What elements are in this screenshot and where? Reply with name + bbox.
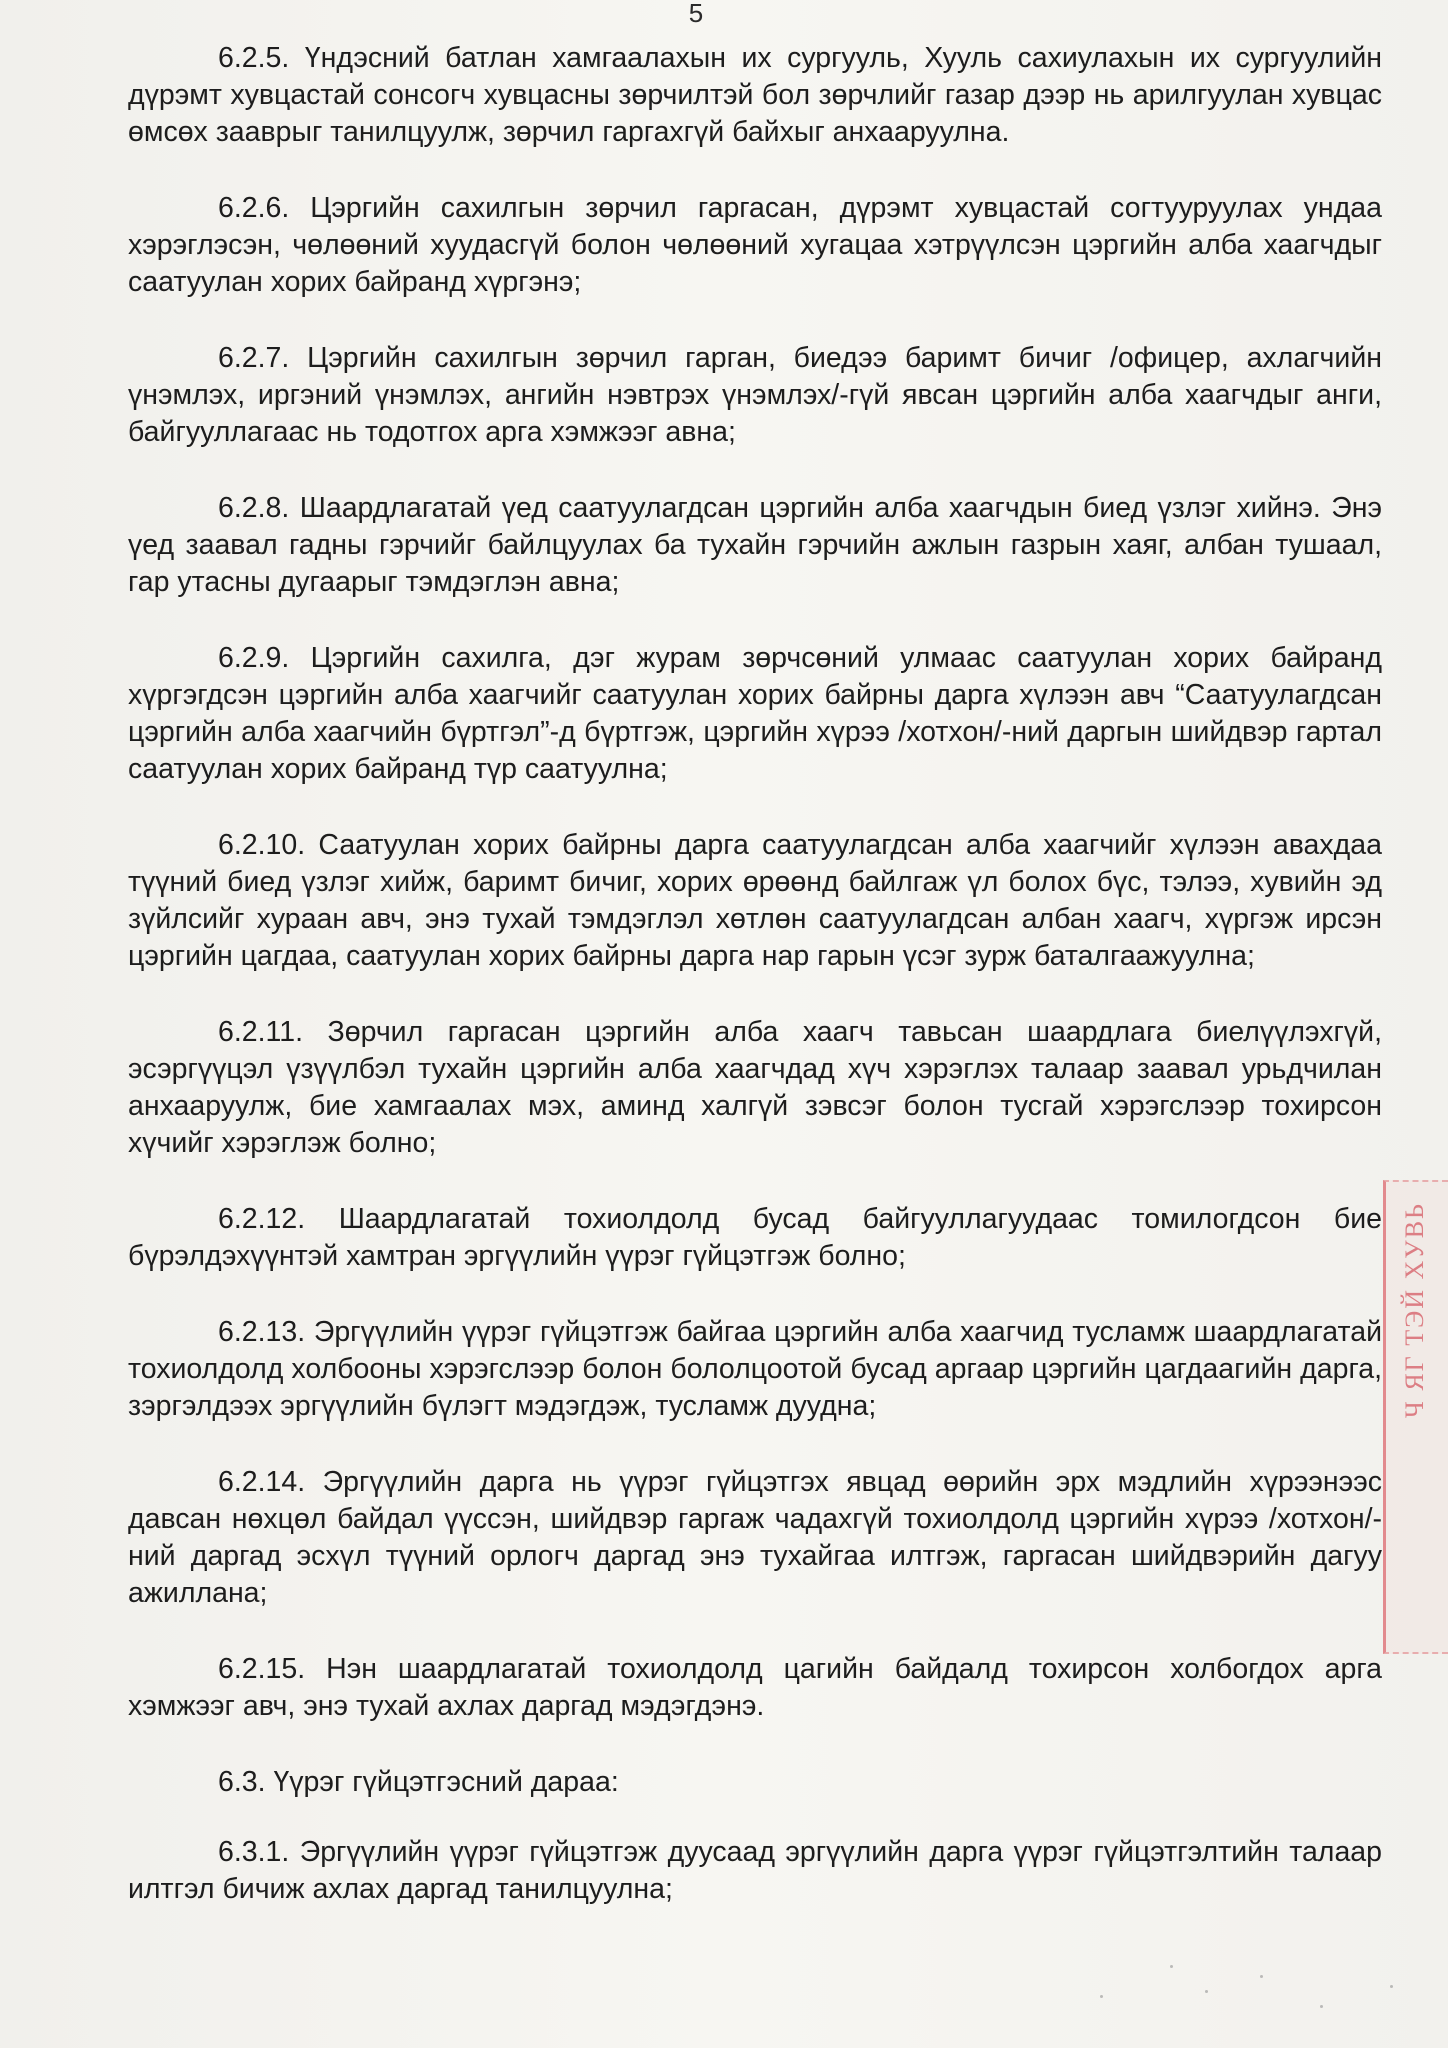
scan-speck — [1100, 1995, 1103, 1998]
document-body — [128, 40, 1382, 1947]
paragraph-6-3-1: 6.3.1. Эргүүлийн үүрэг гүйцэтгэж дуусаад эргүүлийн дарга үүрэг гүйцэтгэлтийн талаар илтгэл бичиж ахлах даргад танилцуулна; — [128, 1836, 1382, 1905]
paragraph-6-2-10: 6.2.10. Саатуулан хорих байрны дарга саатуулагдсан алба хаагчийг хүлээн авахдаа түүний биед үзлэг хийж, баримт бичиг, хорих өрөөнд байлгаж үл болох бүс, тэлээ, хувийн эд зүйлсийг хураан авч, энэ тухай тэмдэглэл хөтлөн саатуулагдсан албан хаагч, хүргэж ирсэн цэргийн цагдаа, саатуулан хорих байрны дарга нар гарын үсэг зурж баталгаажуулна; — [128, 829, 1382, 972]
stamp-text: Ч ЯГ ТЭЙ ХУВЬ — [1400, 1202, 1429, 1419]
scan-speck — [1390, 1985, 1393, 1988]
paragraph-6-2-12: 6.2.12. Шаардлагатай тохиолдолд бусад байгууллагуудаас томилогдсон бие бүрэлдэхүүнтэй хамтран эргүүлийн үүрэг гүйцэтгэж болно; — [128, 1203, 1382, 1272]
paragraph-6-2-8: 6.2.8. Шаардлагатай үед саатуулагдсан цэргийн алба хаагчдын биед үзлэг хийнэ. Энэ үед заавал гадны гэрчийг байлцуулах ба тухайн гэрчийн ажлын газрын хаяг, албан тушаал, гар утасны дугаарыг тэмдэглэн авна; — [128, 492, 1382, 598]
paragraph-6-2-6: 6.2.6. Цэргийн сахилгын зөрчил гаргасан, дүрэмт хувцастай согтууруулах ундаа хэрэглэсэн, чөлөөний хуудасгүй болон чөлөөний хугацаа хэтрүүлсэн цэргийн алба хаагчдыг саатуулан хорих байранд хүргэнэ; — [128, 192, 1382, 298]
section-heading-6-3: 6.3. Үүрэг гүйцэтгэсний дараа: — [218, 1766, 619, 1798]
paragraph-6-2-7: 6.2.7. Цэргийн сахилгын зөрчил гарган, биедээ баримт бичиг /офицер, ахлагчийн үнэмлэх, иргэний үнэмлэх, ангийн нэвтрэх үнэмлэх/-гүй явсан цэргийн алба хаагчдыг анги, байгууллагаас нь тодотгох арга хэмжээг авна; — [128, 342, 1382, 448]
paragraph-6-2-11: 6.2.11. Зөрчил гаргасан цэргийн алба хаагч тавьсан шаардлага биелүүлэхгүй, эсэргүүцэл үзүүлбэл тухайн цэргийн алба хаагчдад хүч хэрэглэх талаар заавал урьдчилан анхааруулж, бие хамгаалах мэх, аминд халгүй зэвсэг болон тусгай хэрэгслээр тохирсон хүчийг хэрэглэж болно; — [128, 1016, 1382, 1159]
paragraph-6-2-14: 6.2.14. Эргүүлийн дарга нь үүрэг гүйцэтгэх явцад өөрийн эрх мэдлийн хүрээнээс давсан нөхцөл байдал үүссэн, шийдвэр гаргаж чадахгүй тохиолдолд цэргийн хүрээ /хотхон/-ний даргад эсхүл түүний орлогч даргад энэ тухайгаа илтгэж, гаргасан шийдвэрийн дагуу ажиллана; — [128, 1466, 1382, 1609]
paragraph-6-2-9: 6.2.9. Цэргийн сахилга, дэг журам зөрчсөний улмаас саатуулан хорих байранд хүргэгдсэн цэргийн алба хаагчийг саатуулан хорих байрны дарга хүлээн авч “Саатуулагдсан цэргийн алба хаагчийн бүртгэл”-д бүртгэж, цэргийн хүрээ /хотхон/-ний даргын шийдвэр гартал саатуулан хорих байранд түр саатуулна; — [128, 642, 1382, 785]
scan-speck — [1170, 1965, 1173, 1968]
paragraph-6-2-15: 6.2.15. Нэн шаардлагатай тохиолдолд цагийн байдалд тохирсон холбогдох арга хэмжээг авч, энэ тухай ахлах даргад мэдэгдэнэ. — [128, 1653, 1382, 1722]
paragraph-6-2-5: 6.2.5. Үндэсний батлан хамгаалахын их сургууль, Хууль сахиулахын их сургуулийн дүрэмт хувцастай сонсогч хувцасны зөрчилтэй бол зөрчлийг газар дээр нь арилгуулан хувцас өмсөх зааврыг танилцуулж, зөрчил гаргахгүй байхыг анхааруулна. — [128, 42, 1382, 148]
scan-speck — [1205, 1990, 1208, 1993]
page-number: 5 — [688, 0, 704, 28]
scan-speck — [1260, 1975, 1263, 1978]
copy-stamp — [1383, 1180, 1448, 1654]
scan-speck — [1320, 2005, 1323, 2008]
paragraph-6-2-13: 6.2.13. Эргүүлийн үүрэг гүйцэтгэж байгаа цэргийн алба хаагчид тусламж шаардлагатай тохиолдолд холбооны хэрэгслээр болон бололцоотой бусад аргаар цэргийн цагдаагийн дарга, зэргэлдээх эргүүлийн бүлэгт мэдэгдэж, тусламж дуудна; — [128, 1316, 1382, 1422]
